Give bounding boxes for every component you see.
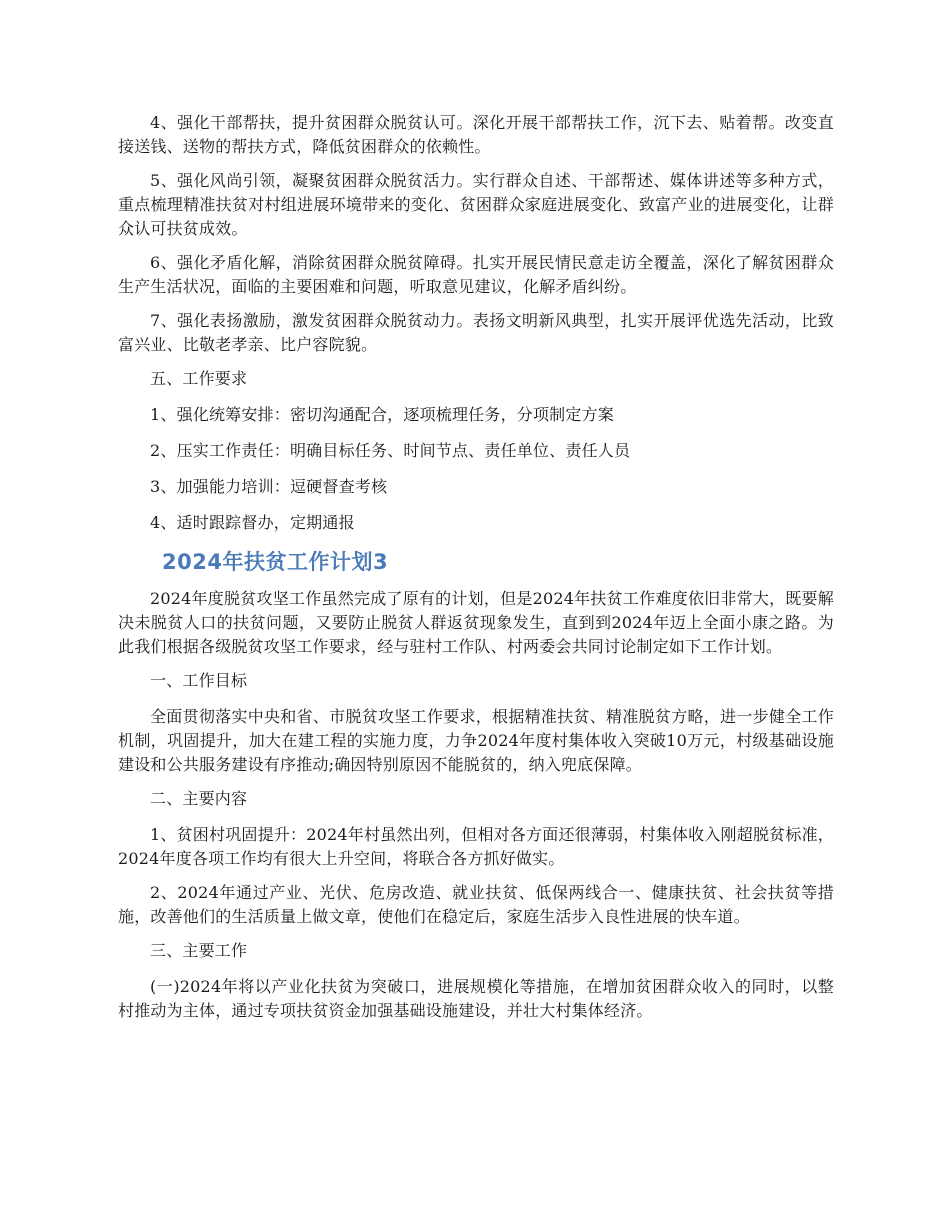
heading-work-goals: 一、工作目标	[150, 671, 248, 690]
paragraph-item-5-customs-guidance: 5、强化风尚引领，凝聚贫困群众脱贫活力。实行群众自述、干部帮述、媒体讲述等多种方式，重点梳理精准扶贫对村组进展环境带来的变化、贫困群众家庭进展变化、致富产业的进展变化，让群众认可扶贫成效。	[118, 171, 834, 238]
paragraph-work-1: (一)2024年将以产业化扶贫为突破口，进展规模化等措施，在增加贫困群众收入的同时，以整村推动为主体，通过专项扶贫资金加强基础设施建设，并壮大村集体经济。	[118, 977, 834, 1020]
paragraph-content-1: 1、贫困村巩固提升：2024年村虽然出列，但相对各方面还很薄弱，村集体收入刚超脱贫标准，2024年度各项工作均有很大上升空间，将联合各方抓好做实。	[118, 825, 834, 868]
heading-main-content: 二、主要内容	[150, 789, 248, 808]
heading-work-requirements: 五、工作要求	[150, 369, 248, 388]
section-title: 2024年扶贫工作计划3	[162, 550, 389, 574]
paragraph-goals: 全面贯彻落实中央和省、市脱贫攻坚工作要求，根据精准扶贫、精准脱贫方略，进一步健全工作机制，巩固提升，加大在建工程的实施力度，力争2024年度村集体收入突破10万元，村级基础设施建设和公共服务建设有序推动;确因特别原因不能脱贫的，纳入兜底保障。	[118, 707, 834, 774]
heading-main-work: 三、主要工作	[150, 941, 248, 960]
requirement-item-2: 2、压实工作责任：明确目标任务、时间节点、责任单位、责任人员	[150, 441, 631, 460]
document-page	[118, 111, 834, 1033]
requirement-item-3: 3、加强能力培训：逗硬督查考核	[150, 477, 388, 496]
paragraph-content-2: 2、2024年通过产业、光伏、危房改造、就业扶贫、低保两线合一、健康扶贫、社会扶贫等措施，改善他们的生活质量上做文章，使他们在稳定后，家庭生活步入良性进展的快车道。	[118, 883, 834, 926]
paragraph-intro: 2024年度脱贫攻坚工作虽然完成了原有的计划，但是2024年扶贫工作难度依旧非常大，既要解决未脱贫人口的扶贫问题，又要防止脱贫人群返贫现象发生，直到到2024年迈上全面小康之路。为此我们根据各级脱贫攻坚工作要求，经与驻村工作队、村两委会共同讨论制定如下工作计划。	[118, 589, 834, 656]
paragraph-item-7-praise-incentive: 7、强化表扬激励，激发贫困群众脱贫动力。表扬文明新风典型，扎实开展评优选先活动，比致富兴业、比敬老孝亲、比户容院貌。	[118, 311, 834, 354]
requirement-item-1: 1、强化统筹安排：密切沟通配合，逐项梳理任务，分项制定方案	[150, 405, 614, 424]
requirement-item-4: 4、适时跟踪督办，定期通报	[150, 513, 355, 532]
paragraph-item-4-cadre-assistance: 4、强化干部帮扶，提升贫困群众脱贫认可。深化开展干部帮扶工作，沉下去、贴着帮。改变直接送钱、送物的帮扶方式，降低贫困群众的依赖性。	[118, 113, 834, 156]
paragraph-item-6-conflict-resolution: 6、强化矛盾化解，消除贫困群众脱贫障碍。扎实开展民情民意走访全覆盖，深化了解贫困群众生产生活状况，面临的主要困难和问题，听取意见建议，化解矛盾纠纷。	[118, 253, 834, 296]
